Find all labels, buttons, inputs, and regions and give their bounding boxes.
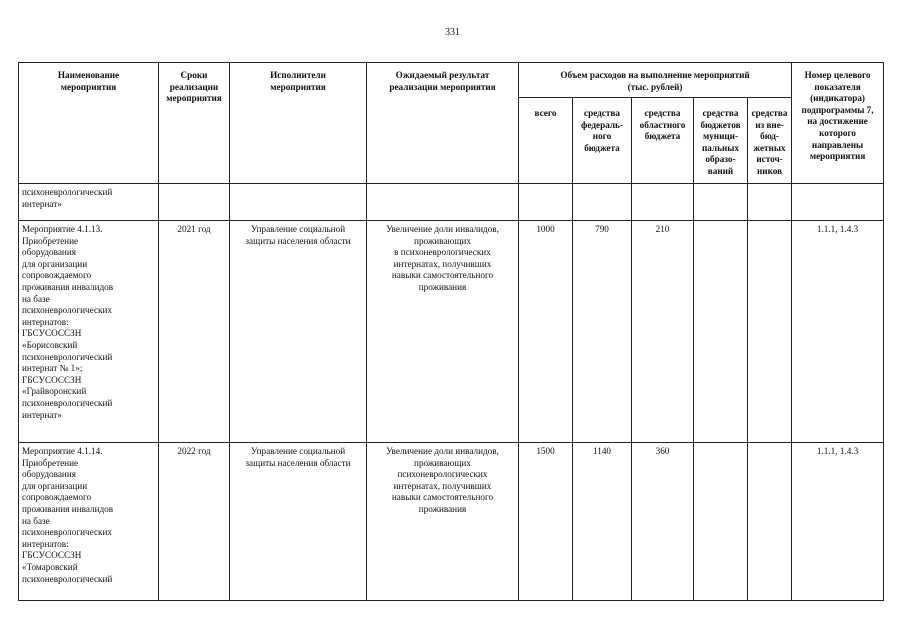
- measures-table: [18, 62, 884, 601]
- cell-period: [159, 184, 230, 221]
- cell-municipal: [694, 184, 748, 221]
- cell-executors: [230, 184, 367, 221]
- cell-regional: 210: [632, 221, 694, 443]
- cell-total: 1500: [519, 443, 573, 601]
- header-offbudget: средства из вне- бюд- жетных источ- ников: [748, 98, 792, 184]
- cell-executors: Управление социальной защиты населения области: [230, 443, 367, 601]
- cell-indicator: 1.1.1, 1.4.3: [792, 221, 884, 443]
- header-federal: средства федераль- ного бюджета: [573, 98, 632, 184]
- cell-regional: 360: [632, 443, 694, 601]
- cell-total: 1000: [519, 221, 573, 443]
- header-period: Сроки реализации мероприятия: [159, 63, 230, 184]
- cell-total: [519, 184, 573, 221]
- cell-result: [367, 184, 519, 221]
- table-row: [19, 221, 884, 443]
- cell-executors: Управление социальной защиты населения области: [230, 221, 367, 443]
- header-executors: Исполнители мероприятия: [230, 63, 367, 184]
- cell-result: Увеличение доли инвалидов, проживающих психоневрологических интернатах, получивших навыки самостоятельного проживания: [367, 443, 519, 601]
- cell-municipal: [694, 221, 748, 443]
- cell-offbudget: [748, 443, 792, 601]
- cell-period: 2021 год: [159, 221, 230, 443]
- header-municipal: средства бюджетов муници- пальных образо- ваний: [694, 98, 748, 184]
- cell-offbudget: [748, 184, 792, 221]
- cell-indicator: [792, 184, 884, 221]
- cell-name: Мероприятие 4.1.14. Приобретение оборудования для организации сопровождаемого проживания инвалидов на базе психоневрологических интернатов: ГБСУСОССЗН «Томаровский психоневрологический: [19, 443, 159, 601]
- header-total: всего: [519, 98, 573, 184]
- table-row: [19, 443, 884, 601]
- header-indicator: Номер целевого показателя (индикатора) подпрограммы 7, на достижение которого направлены мероприятия: [792, 63, 884, 184]
- cell-municipal: [694, 443, 748, 601]
- cell-federal: 790: [573, 221, 632, 443]
- cell-name: психоневрологический интернат»: [19, 184, 159, 221]
- cell-period: 2022 год: [159, 443, 230, 601]
- table-row: [19, 184, 884, 221]
- header-result: Ожидаемый результат реализации мероприятия: [367, 63, 519, 184]
- page-number: 331: [445, 27, 460, 38]
- cell-name: Мероприятие 4.1.13. Приобретение оборудования для организации сопровождаемого проживания инвалидов на базе психоневрологических интернатов: ГБСУСОССЗН «Борисовский психоневрологический интернат № 1»; ГБСУСОССЗН «Грайворонский психоневрологический интернат»: [19, 221, 159, 443]
- cell-federal: 1140: [573, 443, 632, 601]
- cell-federal: [573, 184, 632, 221]
- cell-offbudget: [748, 221, 792, 443]
- cell-indicator: 1.1.1, 1.4.3: [792, 443, 884, 601]
- cell-regional: [632, 184, 694, 221]
- header-name: Наименование мероприятия: [19, 63, 159, 184]
- header-volume: Объем расходов на выполнение мероприятий (тыс. рублей): [519, 63, 792, 98]
- cell-result: Увеличение доли инвалидов, проживающих в психоневрологических интернатах, получивших навыки самостоятельного проживания: [367, 221, 519, 443]
- header-regional: средства областного бюджета: [632, 98, 694, 184]
